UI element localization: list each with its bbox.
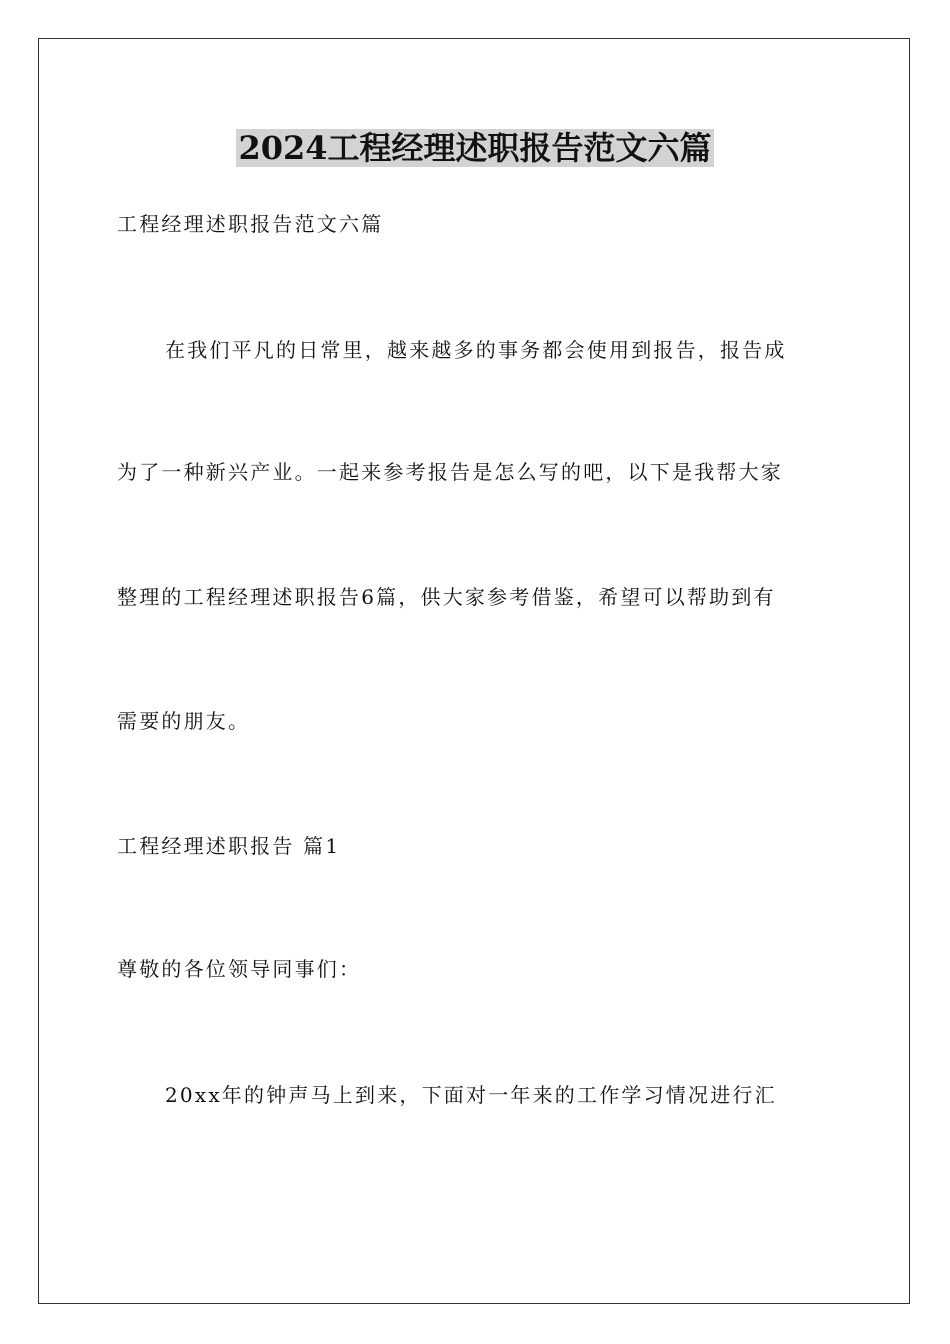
body-paragraph-line: 20xx年的钟声马上到来，下面对一年来的工作学习情况进行汇 xyxy=(165,1083,777,1107)
salutation: 尊敬的各位领导同事们： xyxy=(117,957,362,981)
section-heading: 工程经理述职报告 篇1 xyxy=(117,834,341,858)
intro-line-2: 为了一种新兴产业。一起来参考报告是怎么写的吧，以下是我帮大家 xyxy=(117,460,783,484)
intro-line-3: 整理的工程经理述职报告6篇，供大家参考借鉴，希望可以帮助到有 xyxy=(117,585,776,609)
document-title xyxy=(0,126,950,170)
intro-line-1: 在我们平凡的日常里，越来越多的事务都会使用到报告，报告成 xyxy=(165,338,787,362)
document-title-text: 2024工程经理述职报告范文六篇 xyxy=(238,129,712,167)
document-subtitle: 工程经理述职报告范文六篇 xyxy=(117,212,384,236)
intro-line-4: 需要的朋友。 xyxy=(117,709,251,733)
